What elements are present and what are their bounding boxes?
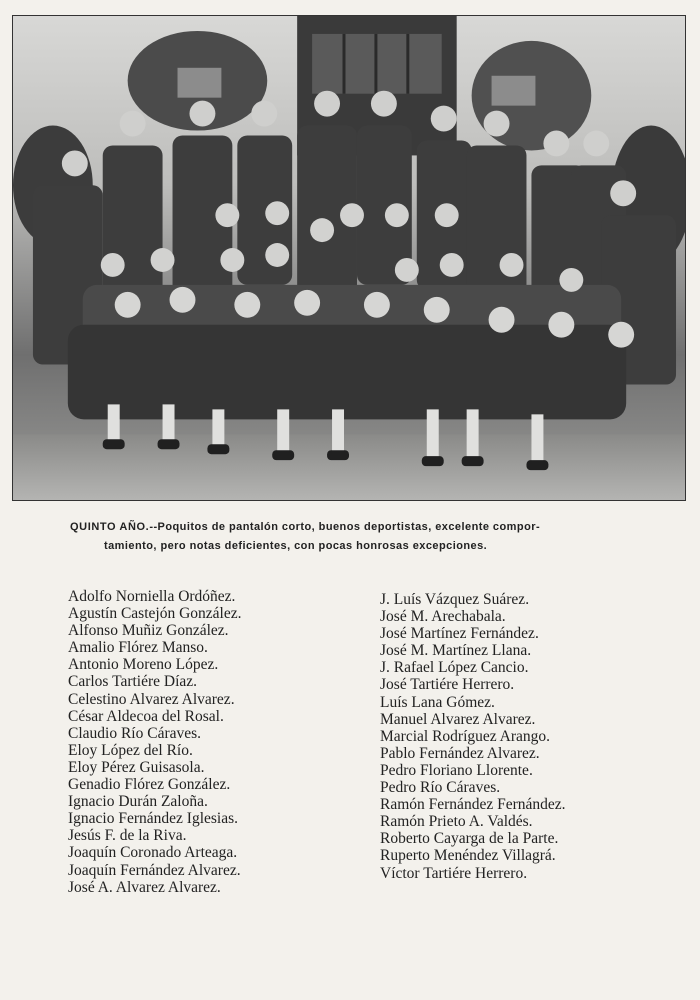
student-name: Ruperto Menéndez Villagrá. (380, 847, 556, 865)
student-name: César Aldecoa del Rosal. (68, 707, 224, 725)
caption-line-1: --Poquitos de pantalón corto, buenos deportistas, excelente compor- (149, 521, 541, 533)
student-name: J. Luís Vázquez Suárez. (380, 591, 530, 608)
student-name: Carlos Tartiére Díaz. (68, 673, 198, 691)
caption-line-2: tamiento, pero notas deficientes, con pocas honrosas excepciones. (104, 540, 488, 552)
student-name: Luís Lana Gómez. (380, 693, 495, 711)
student-name: Pedro Río Cáraves. (380, 779, 501, 797)
student-name: Claudio Río Cáraves. (68, 724, 202, 742)
student-name: Jesús F. de la Riva. (68, 827, 187, 845)
photo-caption (70, 518, 630, 556)
student-name: Celestino Alvarez Alvarez. (68, 690, 235, 708)
student-name: Antonio Moreno López. (68, 656, 219, 674)
student-names-right-column (380, 591, 566, 882)
student-name: Ignacio Fernández Iglesias. (68, 810, 239, 828)
student-name: Ignacio Durán Zaloña. (68, 793, 208, 811)
group-photo-image (13, 16, 685, 500)
student-name: Adolfo Norniella Ordóñez. (68, 588, 236, 605)
student-name: Agustín Castejón González. (68, 605, 242, 623)
student-name: José Tartiére Herrero. (380, 676, 515, 694)
student-name: José A. Alvarez Alvarez. (68, 878, 221, 896)
student-name: José Martínez Fernández. (380, 625, 539, 643)
student-name: Pedro Floriano Llorente. (380, 761, 533, 779)
student-name: Roberto Cayarga de la Parte. (380, 830, 559, 848)
student-name: Alfonso Muñiz González. (68, 622, 229, 640)
student-name: Eloy Pérez Guisasola. (68, 758, 205, 776)
student-name: José M. Martínez Llana. (380, 642, 532, 660)
student-name: Marcial Rodríguez Arango. (380, 727, 551, 745)
student-name: Pablo Fernández Alvarez. (380, 744, 540, 762)
caption-lead: QUINTO AÑO. (70, 521, 150, 533)
group-photograph (12, 15, 686, 501)
student-name: Víctor Tartiére Herrero. (380, 864, 528, 882)
student-name: J. Rafael López Cancio. (380, 659, 529, 677)
student-name: Amalio Flórez Manso. (68, 639, 208, 657)
student-name: Joaquín Fernández Alvarez. (68, 861, 241, 879)
student-name: José M. Arechabala. (380, 608, 506, 626)
student-name: Eloy López del Río. (68, 741, 193, 759)
student-names-left-column (68, 588, 241, 896)
student-name: Ramón Fernández Fernández. (380, 796, 566, 814)
student-name: Manuel Alvarez Alvarez. (380, 710, 536, 728)
student-name: Ramón Prieto A. Valdés. (380, 813, 533, 831)
student-name: Genadio Flórez González. (68, 776, 231, 794)
student-name: Joaquín Coronado Arteaga. (68, 844, 238, 862)
